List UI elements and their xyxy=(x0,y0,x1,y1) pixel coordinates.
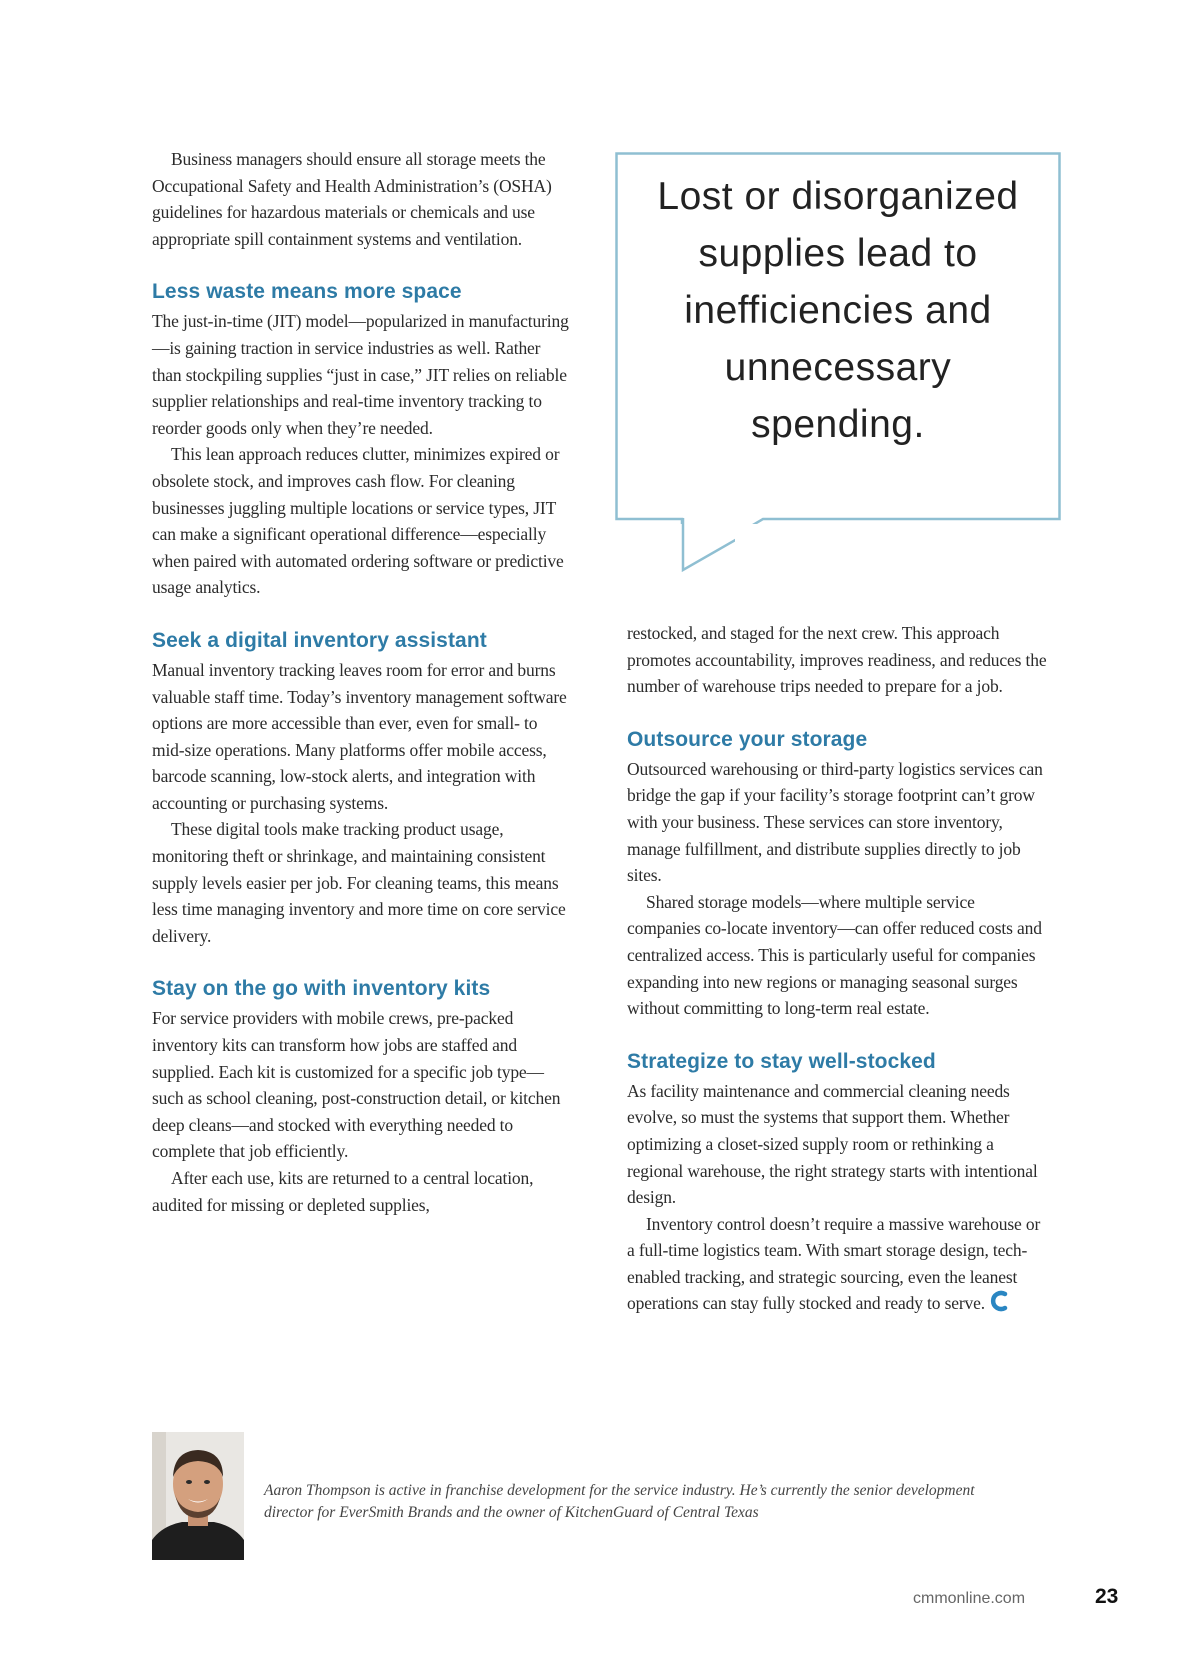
paragraph: This lean approach reduces clutter, minimizes expired or obsolete stock, and improves cash flow. For cleaning businesses juggling multiple locations or service types, JIT can make a significant operational difference—especially when paired with automated ordering software or predictive usage analytics. xyxy=(152,444,564,598)
intro-paragraph: Business managers should ensure all storage meets the Occupational Safety and Health Administration’s (OSHA) guidelines for hazardous materials or chemicals and use appropriate spill containment systems and ventilation. xyxy=(152,149,552,249)
speech-bubble-tail-icon xyxy=(615,518,735,578)
author-photo xyxy=(152,1432,244,1560)
paragraph: After each use, kits are returned to a central location, audited for missing or depleted supplies, xyxy=(152,1168,534,1215)
paragraph: Shared storage models—where multiple service companies co-locate inventory—can offer reduced costs and centralized access. This is particularly useful for companies expanding into new regions or managing seasonal surges without committing to long-term real estate. xyxy=(627,891,1042,1019)
paragraph: For service providers with mobile crews, pre-packed inventory kits can transform how jobs are staffed and supplied. Each kit is customized for a specific job type—such as school cleaning, post-construction detail, or kitchen deep cleans—and stocked with everything needed to complete that job efficiently. xyxy=(152,1008,561,1162)
heading-strategize: Strategize to stay well-stocked xyxy=(627,1049,936,1073)
footer-site-link[interactable]: cmmonline.com xyxy=(913,1590,1026,1607)
final-paragraph-text: Inventory control doesn’t require a massive warehouse or a full-time logistics team. With smart storage design, tech-enabled tracking, and strategic sourcing, even the leanest operations can stay fully stocked and ready to serve. xyxy=(627,1213,1041,1314)
author-bio xyxy=(152,1432,1112,1560)
heading-outsource-storage: Outsource your storage xyxy=(627,727,868,751)
paragraph: The just-in-time (JIT) model—popularized in manufacturing—is gaining traction in service industries as well. Rather than stockpiling supplies “just in case,” JIT relies on reliable supplier relationships and real-time inventory tracking to reorder goods only when they’re needed. xyxy=(152,311,569,438)
pull-quote xyxy=(615,152,1061,524)
heading-less-waste: Less waste means more space xyxy=(152,280,462,304)
author-portrait-icon xyxy=(152,1432,244,1560)
heading-inventory-kits: Stay on the go with inventory kits xyxy=(152,977,491,1001)
paragraph: Manual inventory tracking leaves room for error and burns valuable staff time. Today’s inventory management software options are more accessible than ever, even for small- to mid-size operations. Many platforms offer mobile access, barcode scanning, low-stock alerts, and integration with accounting or purchasing systems. xyxy=(152,659,567,813)
final-paragraph xyxy=(627,1211,1047,1317)
author-bio-text: Aaron Thompson is active in franchise development for the service industry. He’s currently the senior development director for EverSmith Brands and the owner of KitchenGuard of Central Texas xyxy=(264,1482,975,1521)
pull-quote-text: Lost or disorganized supplies lead to inefficiencies and unnecessary spending. xyxy=(657,175,1019,446)
right-column xyxy=(627,620,1047,1317)
paragraph: As facility maintenance and commercial cleaning needs evolve, so must the systems that support them. Whether optimizing a closet-sized supply room or rethinking a regional warehouse, the right strategy starts with intentional design. xyxy=(627,1080,1038,1208)
page-number: 23 xyxy=(1095,1585,1119,1608)
paragraph: These digital tools make tracking product usage, monitoring theft or shrinkage, and maintaining consistent supply levels easier per job. For cleaning teams, this means less time managing inventory and more time on core service delivery. xyxy=(152,819,566,946)
continued-paragraph: restocked, and staged for the next crew. This approach promotes accountability, improves readiness, and reduces the number of warehouse trips needed to prepare for a job. xyxy=(627,623,1047,697)
heading-digital-assistant: Seek a digital inventory assistant xyxy=(152,628,487,652)
end-mark-icon xyxy=(989,1290,1009,1312)
left-column xyxy=(152,146,572,1218)
paragraph: Outsourced warehousing or third-party logistics services can bridge the gap if your facility’s storage footprint can’t grow with your business. These services can store inventory, manage fulfillment, and distribute supplies directly to job sites. xyxy=(627,758,1043,886)
